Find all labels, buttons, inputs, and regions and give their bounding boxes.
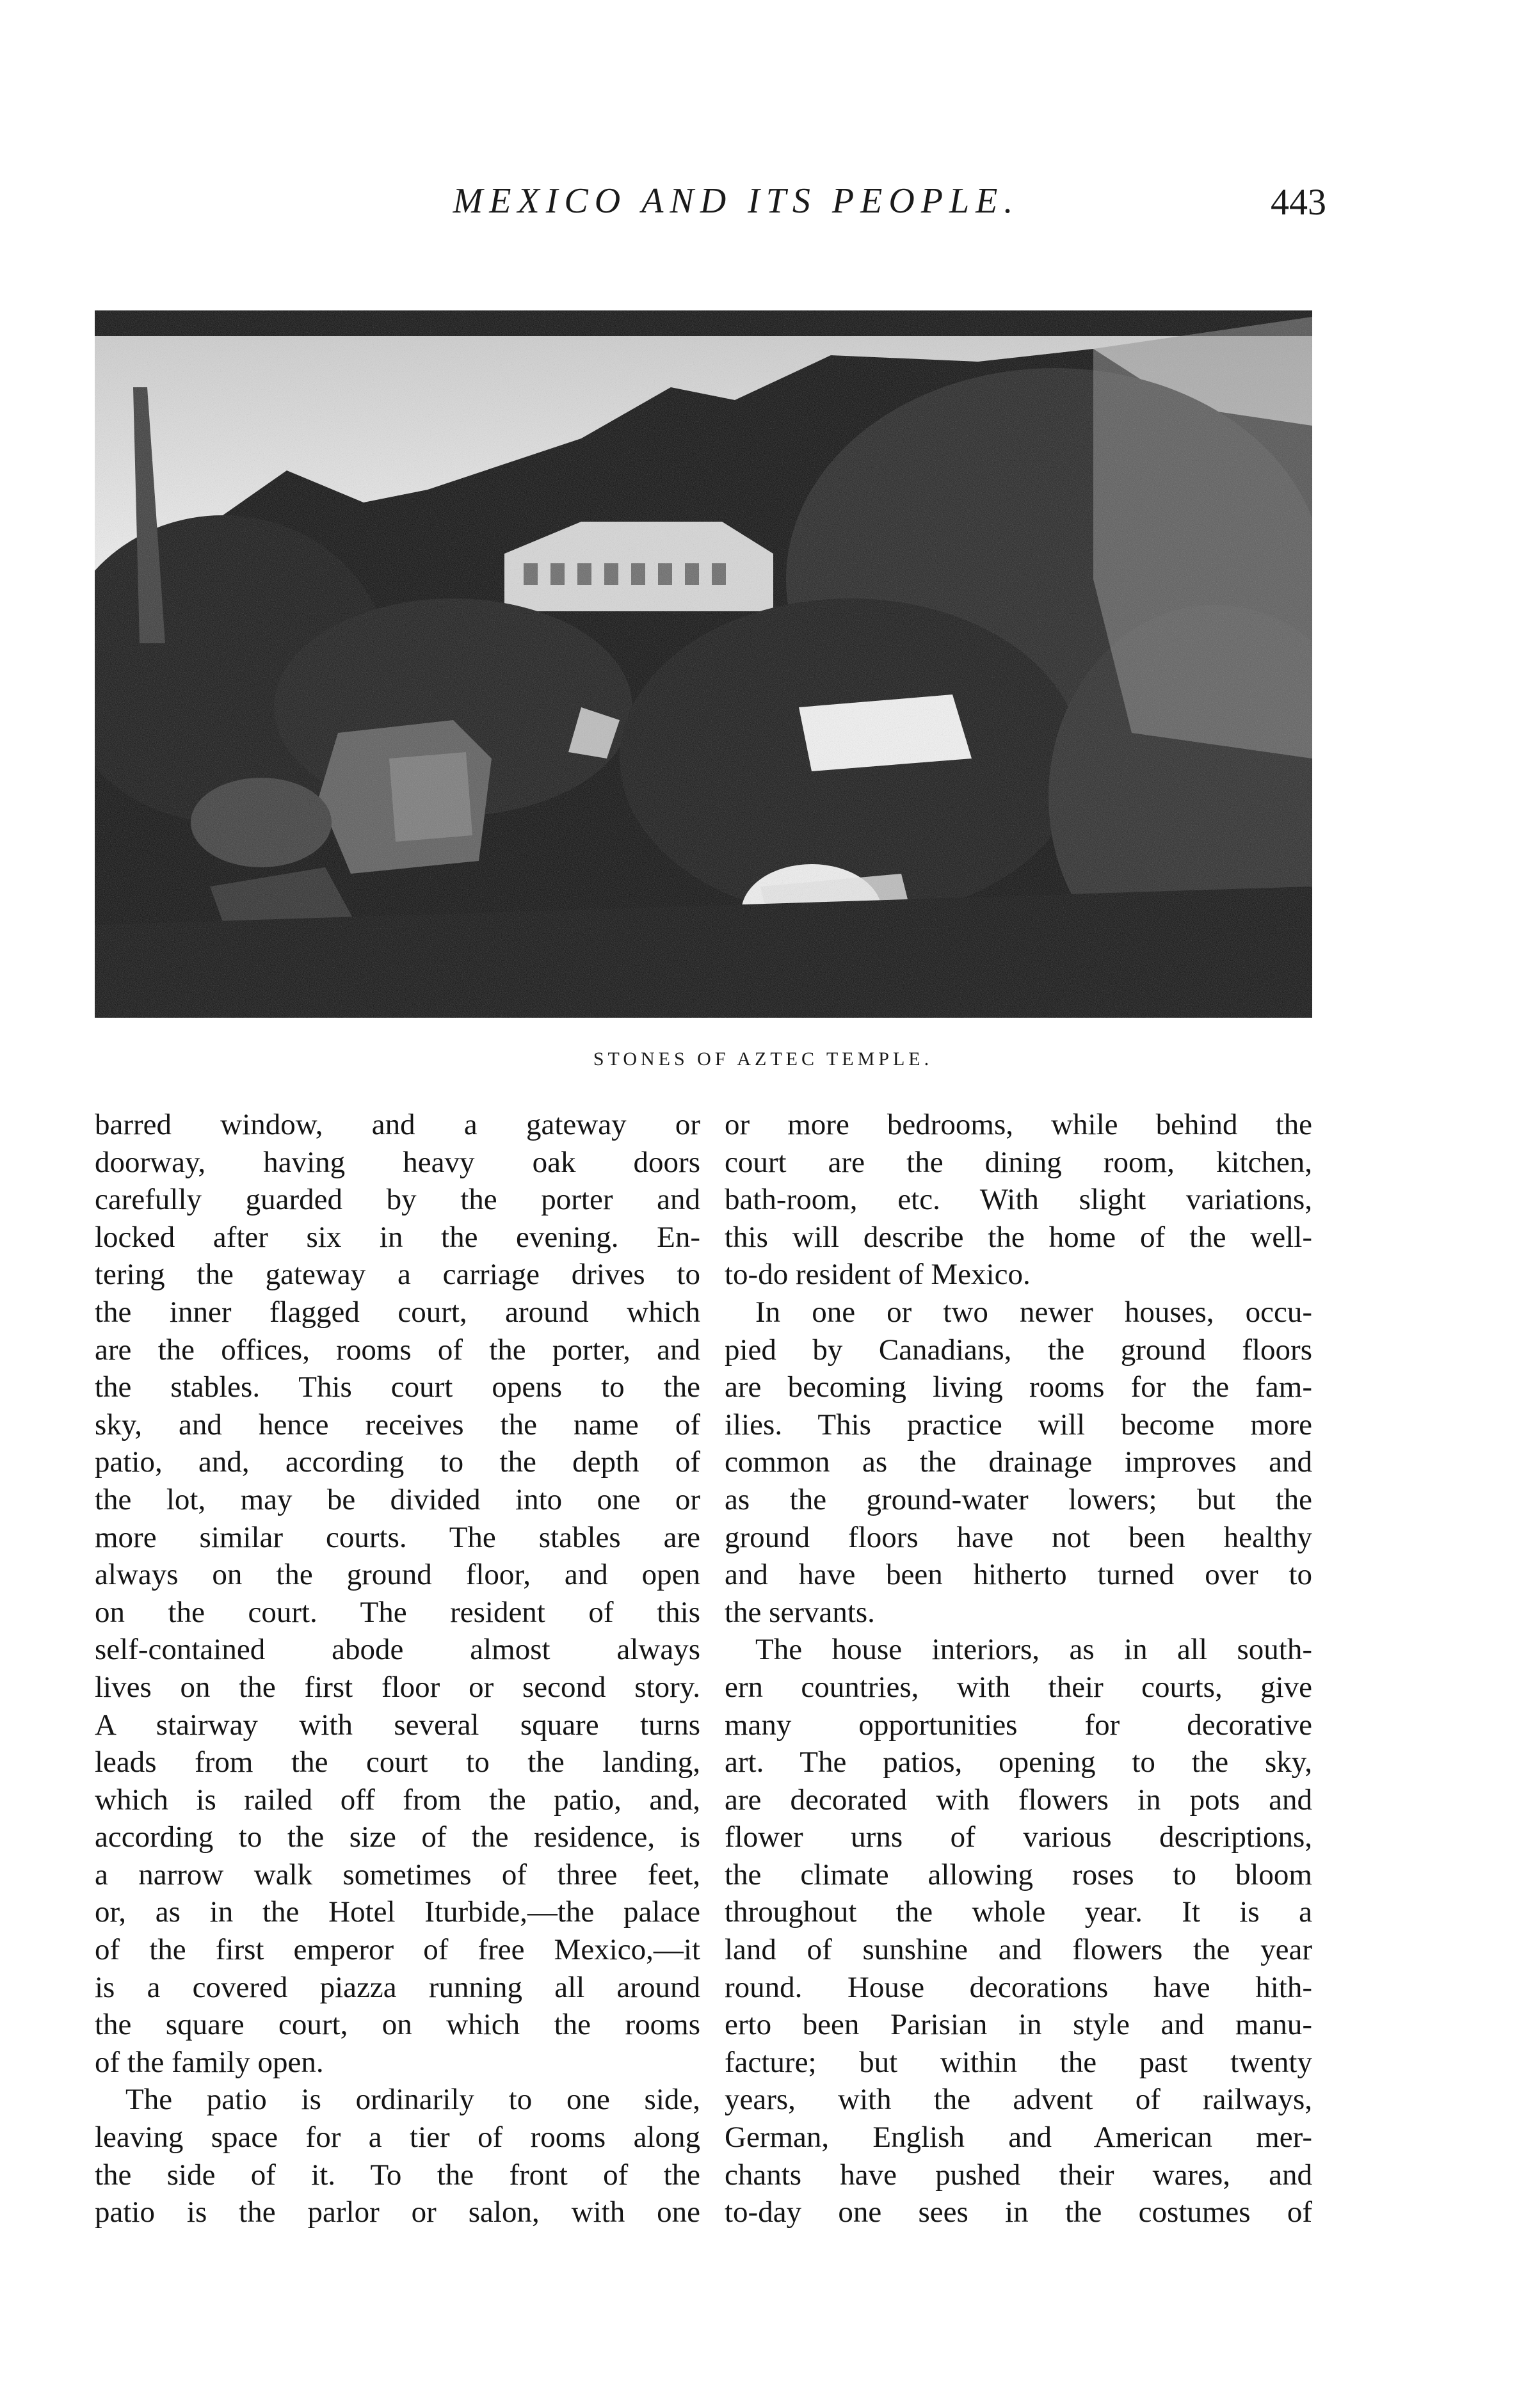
text-line: always on the ground floor, and open: [95, 1558, 700, 1592]
text-line: The patio is ordinarily to one side,: [125, 2083, 700, 2117]
text-line: or more bedrooms, while behind the: [725, 1108, 1312, 1141]
text-line: are decorated with flowers in pots and: [725, 1783, 1312, 1817]
text-line: patio, and, according to the depth of: [95, 1445, 700, 1479]
text-line: according to the size of the residence, is: [95, 1820, 700, 1854]
text-line: tering the gateway a carriage drives to: [95, 1258, 700, 1292]
photograph-aztec-temple-stones: [95, 310, 1312, 1018]
text-line: erto been Parisian in style and manu-: [725, 2008, 1312, 2042]
text-line: to-do resident of Mexico.: [725, 1258, 1031, 1292]
text-line: the square court, on which the rooms: [95, 2008, 700, 2042]
page-number: 443: [1271, 181, 1326, 223]
text-line: court are the dining room, kitchen,: [725, 1145, 1312, 1179]
text-line: the lot, may be divided into one or: [95, 1482, 700, 1516]
text-line: to-day one sees in the costumes of: [725, 2195, 1312, 2229]
running-title: MEXICO AND ITS PEOPLE.: [453, 181, 1020, 221]
text-line: the inner flagged court, around which: [95, 1295, 700, 1329]
text-line: sky, and hence receives the name of: [95, 1408, 700, 1441]
text-line: many opportunities for decorative: [725, 1708, 1312, 1742]
text-line: and have been hitherto turned over to: [725, 1558, 1312, 1592]
text-line: of the first emperor of free Mexico,—it: [95, 1933, 700, 1967]
text-line: this will describe the home of the well-: [725, 1220, 1312, 1254]
text-line: A stairway with several square turns: [95, 1708, 700, 1742]
text-line: are the offices, rooms of the porter, and: [95, 1333, 700, 1367]
text-line: the climate allowing roses to bloom: [725, 1858, 1312, 1891]
text-line: lives on the first floor or second story.: [95, 1670, 700, 1704]
text-line: are becoming living rooms for the fam-: [725, 1370, 1312, 1404]
text-line: leads from the court to the landing,: [95, 1746, 700, 1779]
text-line: ern countries, with their courts, give: [725, 1670, 1312, 1704]
text-line: more similar courts. The stables are: [95, 1520, 700, 1554]
text-line: flower urns of various descriptions,: [725, 1820, 1312, 1854]
text-line: In one or two newer houses, occu-: [755, 1295, 1312, 1329]
text-line: The house interiors, as in all south-: [755, 1633, 1312, 1667]
text-line: which is railed off from the patio, and,: [95, 1783, 700, 1817]
text-line: on the court. The resident of this: [95, 1595, 700, 1629]
text-column-left: [95, 1106, 700, 2231]
text-line: years, with the advent of railways,: [725, 2083, 1312, 2117]
text-line: the side of it. To the front of the: [95, 2158, 700, 2192]
text-line: leaving space for a tier of rooms along: [95, 2121, 700, 2155]
text-line: common as the drainage improves and: [725, 1445, 1312, 1479]
text-line: or, as in the Hotel Iturbide,—the palace: [95, 1895, 700, 1929]
text-line: bath-room, etc. With slight variations,: [725, 1183, 1312, 1217]
figure-caption: STONES OF AZTEC TEMPLE.: [593, 1048, 933, 1070]
text-line: is a covered piazza running all around: [95, 1970, 700, 2004]
text-line: round. House decorations have hith-: [725, 1970, 1312, 2004]
text-line: art. The patios, opening to the sky,: [725, 1746, 1312, 1779]
text-line: the servants.: [725, 1595, 875, 1629]
text-line: throughout the whole year. It is a: [725, 1895, 1312, 1929]
text-line: of the family open.: [95, 2045, 324, 2079]
text-line: facture; but within the past twenty: [725, 2045, 1312, 2079]
text-line: the stables. This court opens to the: [95, 1370, 700, 1404]
text-line: locked after six in the evening. En-: [95, 1220, 700, 1254]
text-line: chants have pushed their wares, and: [725, 2158, 1312, 2192]
text-line: land of sunshine and flowers the year: [725, 1933, 1312, 1967]
text-line: pied by Canadians, the ground floors: [725, 1333, 1312, 1367]
page-header: [0, 181, 1526, 232]
text-line: ground floors have not been healthy: [725, 1520, 1312, 1554]
text-line: barred window, and a gateway or: [95, 1108, 700, 1141]
text-line: patio is the parlor or salon, with one: [95, 2195, 700, 2229]
text-column-right: [725, 1106, 1312, 2231]
text-line: doorway, having heavy oak doors: [95, 1145, 700, 1179]
text-line: a narrow walk sometimes of three feet,: [95, 1858, 700, 1891]
text-line: as the ground-water lowers; but the: [725, 1482, 1312, 1516]
text-line: ilies. This practice will become more: [725, 1408, 1312, 1441]
text-line: German, English and American mer-: [725, 2121, 1312, 2155]
text-line: carefully guarded by the porter and: [95, 1183, 700, 1217]
text-line: self-contained abode almost always: [95, 1633, 700, 1667]
